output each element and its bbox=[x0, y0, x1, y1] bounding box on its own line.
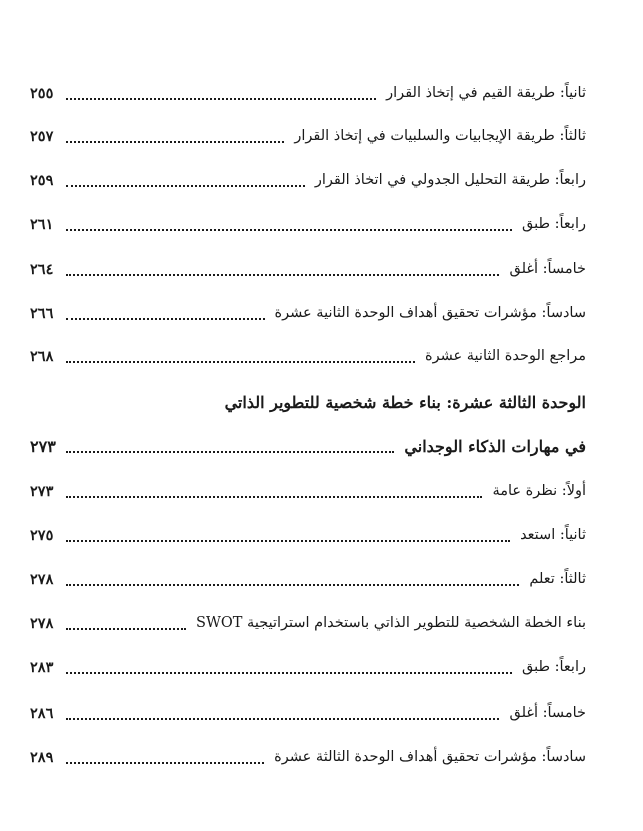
toc-entry bbox=[30, 341, 586, 371]
toc-entry-page: ٢٧٨ bbox=[30, 570, 54, 588]
toc-entry-title: خامساً: أغلق bbox=[509, 261, 586, 277]
leader-dots bbox=[66, 538, 510, 542]
toc-entry-page: ٢٦١ bbox=[30, 215, 54, 233]
toc-entry-title: خامساً: أغلق bbox=[509, 705, 586, 721]
leader-dots bbox=[66, 96, 376, 100]
unit-heading-page: ٢٧٣ bbox=[30, 436, 56, 456]
toc-entry bbox=[30, 742, 586, 772]
toc-entry-title: أولاً: نظرة عامة bbox=[492, 483, 586, 499]
toc-entry bbox=[30, 652, 586, 682]
leader-dots bbox=[66, 316, 265, 320]
toc-entry bbox=[30, 698, 586, 728]
toc-entry-page: ٢٥٧ bbox=[30, 127, 54, 145]
toc-entry-title: سادساً: مؤشرات تحقيق أهداف الوحدة الثانية عشرة bbox=[274, 305, 586, 321]
toc-entry bbox=[30, 608, 586, 638]
toc-entry-title: رابعاً: طبق bbox=[522, 659, 586, 675]
toc-entry-page: ٢٥٩ bbox=[30, 171, 54, 189]
unit-heading-line2 bbox=[30, 431, 586, 461]
toc-entry-page: ٢٧٨ bbox=[30, 614, 54, 632]
toc-entry-title: مراجع الوحدة الثانية عشرة bbox=[424, 348, 586, 364]
toc-entry bbox=[30, 476, 586, 506]
toc-entry-page: ٢٦٦ bbox=[30, 304, 54, 322]
leader-dots bbox=[66, 670, 512, 674]
toc-entry-page: ٢٨٩ bbox=[30, 748, 54, 766]
toc-entry-title: ثانياً: استعد bbox=[520, 527, 586, 543]
unit-heading-title: في مهارات الذكاء الوجداني bbox=[404, 436, 586, 456]
toc-entry bbox=[30, 298, 586, 328]
toc-entry-title: ثالثاً: تعلم bbox=[529, 571, 586, 587]
toc-entry bbox=[30, 78, 586, 108]
toc-entry-title: بناء الخطة الشخصية للتطوير الذاتي باستخدام استراتيجية SWOT bbox=[196, 615, 586, 631]
toc-entry-page: ٢٨٦ bbox=[30, 704, 54, 722]
leader-dots bbox=[66, 494, 482, 498]
leader-dots bbox=[66, 272, 499, 276]
toc-entry bbox=[30, 520, 586, 550]
leader-dots bbox=[66, 183, 305, 187]
toc-entry-page: ٢٦٤ bbox=[30, 260, 54, 278]
leader-dots bbox=[66, 760, 264, 764]
unit-heading: الوحدة الثالثة عشرة: بناء خطة شخصية للتطوير الذاتي bbox=[224, 393, 586, 412]
toc-entry-page: ٢٧٣ bbox=[30, 482, 54, 500]
toc-entry-page: ٢٨٣ bbox=[30, 658, 54, 676]
toc-entry bbox=[30, 564, 586, 594]
toc-entry-title: سادساً: مؤشرات تحقيق أهداف الوحدة الثالثة عشرة bbox=[274, 749, 586, 765]
leader-dots bbox=[66, 139, 284, 143]
toc-entry-page: ٢٦٨ bbox=[30, 347, 54, 365]
toc-entry-page: ٢٧٥ bbox=[30, 526, 54, 544]
toc-entry-title: ثانياً: طريقة القيم في إتخاذ القرار bbox=[386, 85, 586, 101]
leader-dots bbox=[66, 716, 499, 720]
toc-entry bbox=[30, 254, 586, 284]
toc-entry bbox=[30, 121, 586, 151]
leader-dots bbox=[66, 359, 415, 363]
toc-entry-title: رابعاً: طريقة التحليل الجدولي في اتخاذ القرار bbox=[314, 172, 586, 188]
leader-dots bbox=[66, 626, 186, 630]
toc-entry bbox=[30, 209, 586, 239]
toc-entry-title: ثالثاً: طريقة الإيجابيات والسلبيات في إتخاذ القرار bbox=[294, 128, 586, 144]
toc-entry-page: ٢٥٥ bbox=[30, 84, 54, 102]
leader-dots bbox=[66, 227, 512, 231]
toc-entry-title: رابعاً: طبق bbox=[522, 216, 586, 232]
toc-entry bbox=[30, 165, 586, 195]
leader-dots bbox=[66, 582, 519, 586]
leader-dots bbox=[66, 449, 394, 453]
